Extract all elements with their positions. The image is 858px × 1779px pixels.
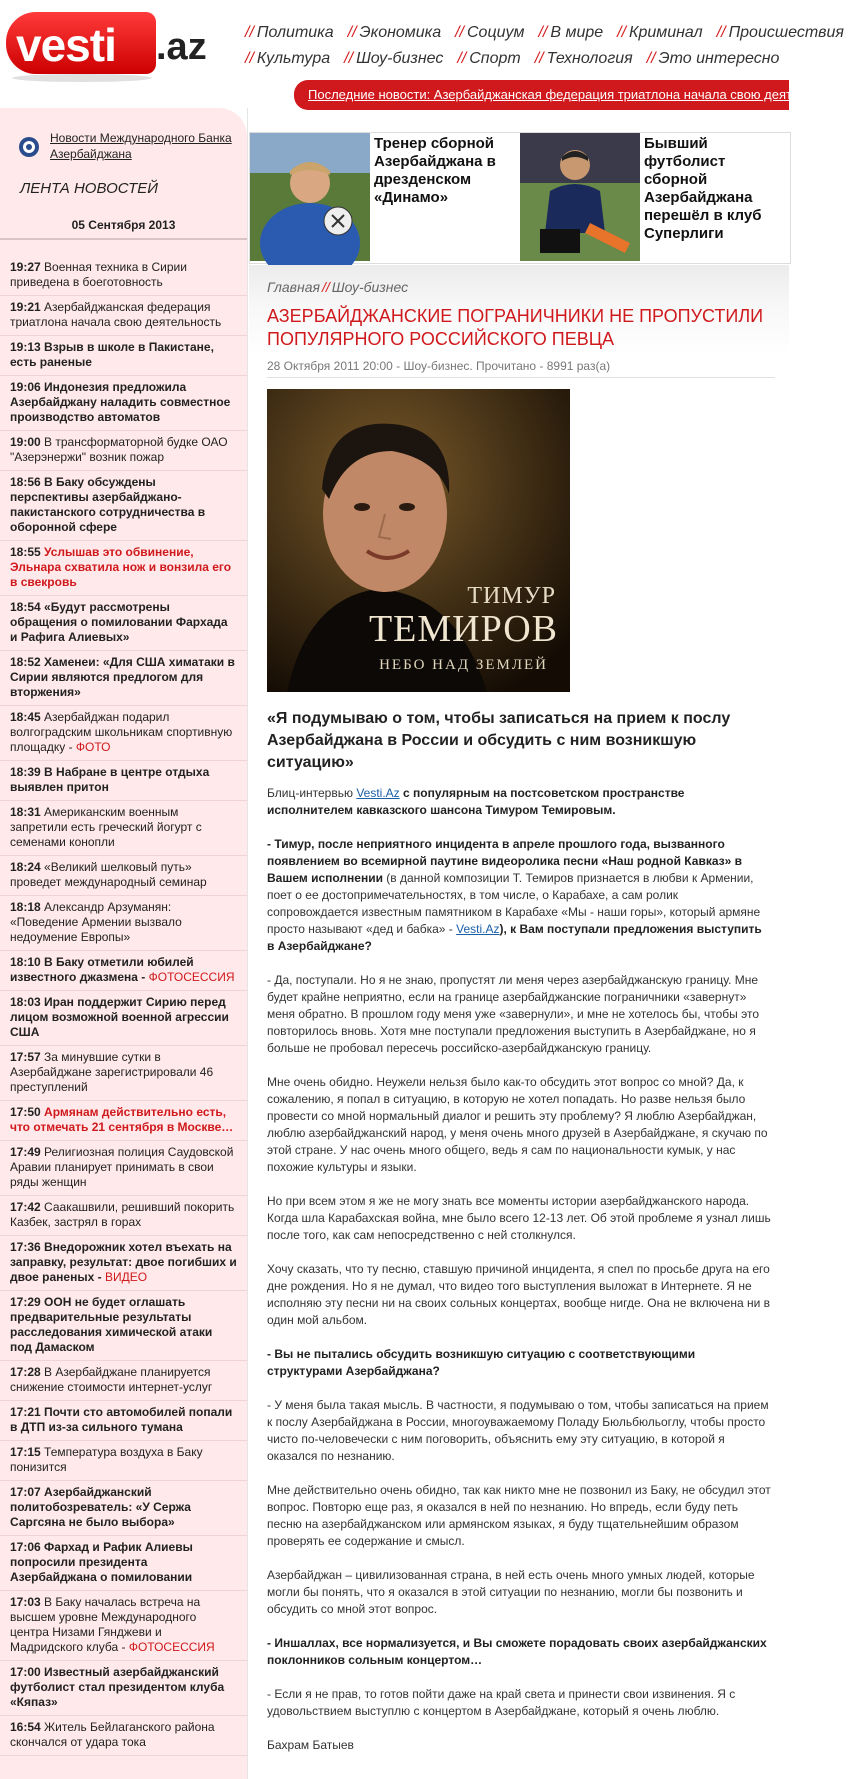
promo-block (249, 132, 791, 264)
news-feed-item[interactable] (0, 951, 247, 991)
nav-row-2 (245, 50, 789, 76)
photo-caption-first-name: ТИМУР (467, 583, 556, 609)
news-time: 17:29 (10, 1295, 41, 1309)
nav-separator: // (457, 50, 467, 67)
news-headline[interactable]: Почти сто автомобилей попали в ДТП из-за сильного тумана (10, 1405, 233, 1434)
news-feed-item[interactable] (0, 431, 247, 471)
nav-separator: // (617, 24, 627, 41)
nav-item[interactable] (455, 24, 524, 42)
photo-caption-last-name: ТЕМИРОВ (368, 608, 558, 650)
question-text: - Вы не пытались обсудить возникшую ситуацию с соответствующими структурами Азербайджана? (267, 1347, 696, 1378)
nav-separator: // (245, 24, 254, 41)
news-headline[interactable]: Фархад и Рафик Алиевы попросили президента Азербайджана о помиловании (10, 1540, 193, 1584)
news-headline[interactable]: ООН не будет оглашать предварительные результаты расследования химической атаки под Дамаском (10, 1295, 213, 1354)
news-time: 18:54 (10, 600, 41, 614)
news-time: 18:56 (10, 475, 41, 489)
news-time: 18:31 (10, 805, 41, 819)
news-feed-item[interactable] (0, 896, 247, 951)
news-time: 18:45 (10, 710, 41, 724)
news-headline[interactable]: Взрыв в школе в Пакистане, есть раненые (10, 340, 214, 369)
news-time: 18:52 (10, 655, 41, 669)
news-time: 18:18 (10, 900, 41, 914)
paragraph: Мне действительно очень обидно, так как никто мне не позвонил из Баку, не обсудил этот вопрос. Повторю еще раз, я оказался в ней по незнанию. Но впредь, если буду петь песню на азербайджанском или армянском языках, я буду тщательнейшим образом проверять ее содержание и смысл. (267, 1483, 771, 1548)
news-media-tag[interactable]: ФОТОСЕССИЯ (148, 970, 235, 984)
news-headline[interactable]: Армянам действительно есть, что отмечать 21 сентября в Москве… (10, 1105, 234, 1134)
article-lead: «Я подумываю о том, чтобы записаться на прием к послу Азербайджана в России и обсудить с ним возникшую ситуацию» (267, 710, 731, 771)
news-feed-item[interactable] (0, 1291, 247, 1361)
promo-image-coach (250, 133, 370, 261)
nav-separator: // (534, 50, 544, 67)
news-headline[interactable]: Известный азербайджанский футболист стал президентом клуба «Кяпаз» (10, 1665, 225, 1709)
news-time: 19:13 (10, 340, 41, 354)
news-feed-item[interactable] (0, 1401, 247, 1441)
news-feed-item[interactable] (0, 541, 247, 596)
news-feed-item[interactable] (0, 991, 247, 1046)
news-feed-list (0, 256, 247, 1756)
question-text: - Иншаллах, все нормализуется, и Вы сможете порадовать своих азербайджанских поклонников сольным концертом… (267, 1636, 767, 1667)
bank-logo-icon (18, 136, 40, 158)
photo-caption-album: НЕБО НАД ЗЕМЛЕЙ (379, 657, 548, 673)
news-time: 17:57 (10, 1050, 41, 1064)
news-feed-item[interactable] (0, 596, 247, 651)
nav-separator: // (347, 24, 357, 41)
news-headline[interactable]: Температура воздуха в Баку понизится (10, 1445, 203, 1474)
news-headline[interactable]: Азербайджанская федерация триатлона начала свою деятельность (10, 300, 222, 329)
news-headline[interactable]: Азербайджан подарил волгоградским школьникам спортивную площадку - (10, 710, 233, 754)
nav-item-label[interactable]: В мире (550, 24, 604, 41)
news-feed-item[interactable] (0, 1196, 247, 1236)
nav-separator: // (716, 24, 726, 41)
paragraph-text: (в данной композиции Т. Темиров признается в любви к Армении, поет о ее достопримечательностях, в том числе, о Карабахе, а сам ролик сопровождается известным памятником в Карабахе «Мы - наши горы», который армяне просто называют «дед и бабка» - (267, 871, 761, 936)
question-text: ), к Вам поступали предложения выступить в Азербайджане? (267, 922, 762, 953)
question-text: - Тимур, после неприятного инцидента в апреле прошлого года, вызванного появлением во всемирной паутине видеоролика песни «Наш родной Кавказ» в Вашем исполнении (267, 837, 743, 885)
nav-item[interactable] (647, 50, 780, 68)
news-feed-item[interactable] (0, 1101, 247, 1141)
nav-separator: // (646, 50, 656, 67)
news-feed-item[interactable] (0, 376, 247, 431)
news-feed-item[interactable] (0, 651, 247, 706)
paragraph: Мне очень обидно. Неужели нельзя было как-то обсудить этот вопрос со мной? Да, к сожалению, я попал в ситуацию, в которую не хотел попадать. Но разве нельзя было провести со мной нормальный диалог и решить эту проблему? Я люблю Азербайджан, люблю азербайджанский народ, у меня очень много друзей в Азербайджане, я скучаю по этой стране. У нас очень много общего, ведь я сам по национальности кумык, у нас похожие культуры и языки. (267, 1075, 768, 1174)
site-header (0, 0, 847, 102)
news-feed-item[interactable] (0, 1441, 247, 1481)
promo-title[interactable]: Бывший футболист сборной Азербайджана перешёл в клуб Суперлиги (644, 135, 762, 242)
news-time: 18:10 (10, 955, 41, 969)
nav-item-label[interactable]: Технология (546, 50, 633, 67)
breadcrumb-section[interactable]: Шоу-бизнес (331, 279, 409, 295)
nav-separator: // (455, 24, 464, 41)
nav-item-label[interactable]: Спорт (469, 50, 521, 67)
ticker-text[interactable]: Последние новости: Азербайджанская федерация триатлона начала свою деятельность (308, 87, 847, 102)
news-headline[interactable]: В Азербайджане планируется снижение стоимости интернет-услуг (10, 1365, 213, 1394)
feed-divider (0, 238, 247, 240)
nav-separator: // (245, 50, 254, 67)
news-headline[interactable]: В Набране в центре отдыха выявлен притон (10, 765, 210, 794)
article-author: Бахрам Батыев (267, 1738, 354, 1752)
promo-title[interactable]: Тренер сборной Азербайджана в дрезденском «Динамо» (374, 135, 496, 206)
news-headline[interactable]: В Баку началась встреча на высшем уровне Международного центра Низами Гянджеви и Мадридского клуба - (10, 1595, 201, 1654)
article-meta: 28 Октября 2011 20:00 - Шоу-бизнес. Прочитано - 8991 раз(а) (267, 359, 611, 373)
paragraph: - Да, поступали. Но я не знаю, пропустят ли меня через азербайджанскую границу. Мне будет крайне неприятно, если на границе азербайджанские пограничники «завернут» меня обратно. В прошлом году меня уже «завернули», и мне не хотелось бы, чтобы это повторилось вновь. Хотя мне поступали предложения выступить в Азербайджане, но я больше не пробовал пересечь российско-азербайджанскую границу. (267, 973, 759, 1055)
article-photo (267, 389, 570, 692)
news-time: 17:28 (10, 1365, 41, 1379)
nav-item-label[interactable]: Культура (256, 50, 331, 67)
nav-item[interactable] (535, 50, 633, 68)
paragraph: Но при всем этом я же не могу знать все моменты истории азербайджанского народа. Когда шла Карабахская война, мне было всего 12-13 лет. Об этой проблеме я узнал лишь после того, как сам непосредственно с ней столкнулся. (267, 1194, 771, 1242)
paragraph: - У меня была такая мысль. В частности, я подумываю о том, чтобы записаться на прием к послу Азербайджана в России, многоуважаемому Поладу Бюльбюльоглу, чтобы просто чисто по-человечески с ним поговорить, объяснить ему эту ситуацию, в которой я оказался по незнанию. (267, 1398, 769, 1463)
news-time: 17:21 (10, 1405, 41, 1419)
news-headline[interactable]: «Будут рассмотрены обращения о помиловании Фархада и Рафига Алиевых» (10, 600, 228, 644)
article-body (267, 785, 772, 1771)
news-feed-item[interactable] (0, 471, 247, 541)
nav-item[interactable] (245, 24, 334, 42)
news-feed-item[interactable] (0, 801, 247, 856)
news-media-tag[interactable]: ФОТО (75, 740, 111, 754)
news-feed-item[interactable] (0, 1661, 247, 1716)
vesti-link[interactable]: Vesti.Az (356, 786, 400, 800)
paragraph (267, 1346, 772, 1380)
paragraph (267, 785, 772, 819)
news-headline[interactable]: Азербайджанский политобозреватель: «У Сержа Саргсяна не было выбора» (10, 1485, 191, 1529)
paragraph (267, 1635, 772, 1669)
news-feed-item[interactable] (0, 706, 247, 761)
nav-item[interactable] (245, 50, 330, 68)
logo-brand: vesti (16, 19, 116, 71)
logo-tld: .az (156, 26, 207, 68)
news-time: 17:03 (10, 1595, 41, 1609)
news-feed-item[interactable] (0, 761, 247, 801)
news-headline[interactable]: Житель Бейлаганского района скончался от удара тока (10, 1720, 215, 1749)
site-logo[interactable] (6, 12, 212, 80)
article (249, 265, 789, 1779)
news-headline[interactable]: Американским военным запретили есть греческий йогурт с семенами конопли (10, 805, 202, 849)
news-time: 17:49 (10, 1145, 41, 1159)
news-feed-item[interactable] (0, 1716, 247, 1756)
news-time: 19:21 (10, 300, 41, 314)
paragraph: - Если я не прав, то готов пойти даже на край света и принести свои извинения. Я с удовольствием выступлю с концертом в Азербайджане, который я очень люблю. (267, 1687, 736, 1718)
news-headline[interactable]: В Баку обсуждены перспективы азербайджано-пакистанского сотрудничества в оборонной сфере (10, 475, 206, 534)
paragraph-text: Блиц-интервью (267, 786, 357, 800)
main-content (247, 108, 789, 1779)
breadcrumb-separator: // (321, 279, 330, 295)
promo-card[interactable] (520, 133, 790, 261)
meta-divider (267, 377, 775, 378)
news-time: 17:00 (10, 1665, 41, 1679)
logo-shadow (12, 74, 152, 82)
news-time: 18:03 (10, 995, 41, 1009)
news-headline[interactable]: Внедорожник хотел въехать на заправку, результат: двое погибших и двое раненых - (10, 1240, 237, 1284)
news-time: 18:24 (10, 860, 41, 874)
news-time: 16:54 (10, 1720, 41, 1734)
news-media-tag[interactable]: ФОТОСЕССИЯ (128, 1640, 215, 1654)
news-time: 17:42 (10, 1200, 41, 1214)
feed-date: 05 Сентября 2013 (71, 218, 176, 232)
news-headline[interactable]: Хаменеи: «Для США химатаки в Сирии являются предлогом для вторжения» (10, 655, 235, 699)
news-time: 17:15 (10, 1445, 41, 1459)
news-feed-item[interactable] (0, 1536, 247, 1591)
nav-item[interactable] (538, 24, 603, 42)
nav-item[interactable] (457, 50, 520, 68)
news-feed-item[interactable] (0, 336, 247, 376)
nav-item[interactable] (717, 24, 844, 42)
nav-item-label[interactable]: Экономика (359, 24, 442, 41)
breadcrumb (267, 279, 408, 295)
paragraph: Хочу сказать, что ту песню, ставшую причиной инцидента, я спел по просьбе друга на его дне рождения. Но я не думал, что видео того выступления выложат в Интернете. Я не исполняю эту песни ни на своих сольных концертах, вообще нигде. Она не включена ни в один мой альбом. (267, 1262, 770, 1327)
news-headline[interactable]: «Великий шелковый путь» проведет международный семинар (10, 860, 207, 889)
news-time: 17:50 (10, 1105, 41, 1119)
news-time: 19:00 (10, 435, 41, 449)
news-feed-item[interactable] (0, 296, 247, 336)
news-feed-item[interactable] (0, 1361, 247, 1401)
news-time: 18:55 (10, 545, 41, 559)
news-headline[interactable]: В трансформаторной будке ОАО "Азерэнержи" возник пожар (10, 435, 228, 464)
news-feed-item[interactable] (0, 856, 247, 896)
breadcrumb-home[interactable]: Главная (267, 279, 320, 295)
news-headline[interactable]: Религиозная полиция Саудовской Аравии планирует принимать в свои ряды женщин (10, 1145, 234, 1189)
nav-item-label[interactable]: Политика (256, 24, 334, 41)
nav-separator: // (344, 50, 354, 67)
vesti-link[interactable]: Vesti.Az (456, 922, 500, 936)
nav-item-label[interactable]: Криминал (629, 24, 703, 41)
nav-row-1 (245, 24, 844, 50)
main-navigation (245, 24, 844, 76)
news-headline[interactable]: За минувшие сутки в Азербайджане зарегистрировали 46 преступлений (10, 1050, 214, 1094)
news-ticker[interactable] (294, 80, 847, 110)
column-divider (247, 108, 248, 1779)
promo-image-footballer (520, 133, 640, 261)
news-headline[interactable]: Саакашвили, решивший покорить Казбек, застрял в горах (10, 1200, 235, 1229)
news-headline[interactable]: Индонезия предложила Азербайджану наладить совместное производство автоматов (10, 380, 231, 424)
news-feed-item[interactable] (0, 1481, 247, 1536)
news-headline[interactable]: Военная техника в Сирии приведена в боеготовность (10, 260, 187, 289)
nav-item[interactable] (617, 24, 703, 42)
paragraph: Азербайджан – цивилизованная страна, в ней есть очень много умных людей, которые могли бы понять, что я оказался в этой ситуации по незнанию, могли бы позвонить и обсудить со мной этот вопрос. (267, 1568, 755, 1616)
nav-separator: // (538, 24, 548, 41)
news-time: 17:06 (10, 1540, 41, 1554)
news-headline[interactable]: В Баку отметили юбилей известного джазмена - (10, 955, 194, 984)
paragraph-bold: с популярным на постсоветском пространстве исполнителем кавказского шансона Тимуром Темировым. (267, 786, 685, 817)
news-time: 17:07 (10, 1485, 41, 1499)
news-media-tag[interactable]: ВИДЕО (104, 1270, 148, 1284)
news-feed-item[interactable] (0, 1046, 247, 1101)
news-headline[interactable]: Иран поддержит Сирию перед лицом возможной военной агрессии США (10, 995, 229, 1039)
nav-item-label[interactable]: Шоу-бизнес (356, 50, 444, 67)
promo-card[interactable] (250, 133, 520, 261)
feed-title: ЛЕНТА НОВОСТЕЙ (20, 180, 159, 197)
news-feed-item[interactable] (0, 1236, 247, 1291)
news-feed-item[interactable] (0, 256, 247, 296)
news-time: 19:06 (10, 380, 41, 394)
bank-news-label[interactable]: Новости Международного Банка Азербайджана (50, 131, 232, 161)
news-headline[interactable]: Услышав это обвинение, Эльнара схватила нож и вонзила его в свекровь (10, 545, 232, 589)
news-time: 18:39 (10, 765, 41, 779)
nav-item-label[interactable]: Это интересно (658, 50, 780, 67)
nav-item[interactable] (344, 50, 443, 68)
news-headline[interactable]: Александр Арзуманян: «Поведение Армении вызвало недоумение Европы» (10, 900, 182, 944)
news-time: 17:36 (10, 1240, 41, 1254)
article-title: АЗЕРБАЙДЖАНСКИЕ ПОГРАНИЧНИКИ НЕ ПРОПУСТИЛИ ПОПУЛЯРНОГО РОССИЙСКОГО ПЕВЦА (267, 306, 764, 349)
nav-item[interactable] (348, 24, 441, 42)
nav-item-label[interactable]: Социум (467, 24, 525, 41)
nav-item-label[interactable]: Происшествия (728, 24, 844, 41)
news-time: 19:27 (10, 260, 41, 274)
paragraph (267, 836, 772, 955)
news-feed-item[interactable] (0, 1591, 247, 1661)
news-sidebar (0, 108, 247, 1779)
news-feed-item[interactable] (0, 1141, 247, 1196)
